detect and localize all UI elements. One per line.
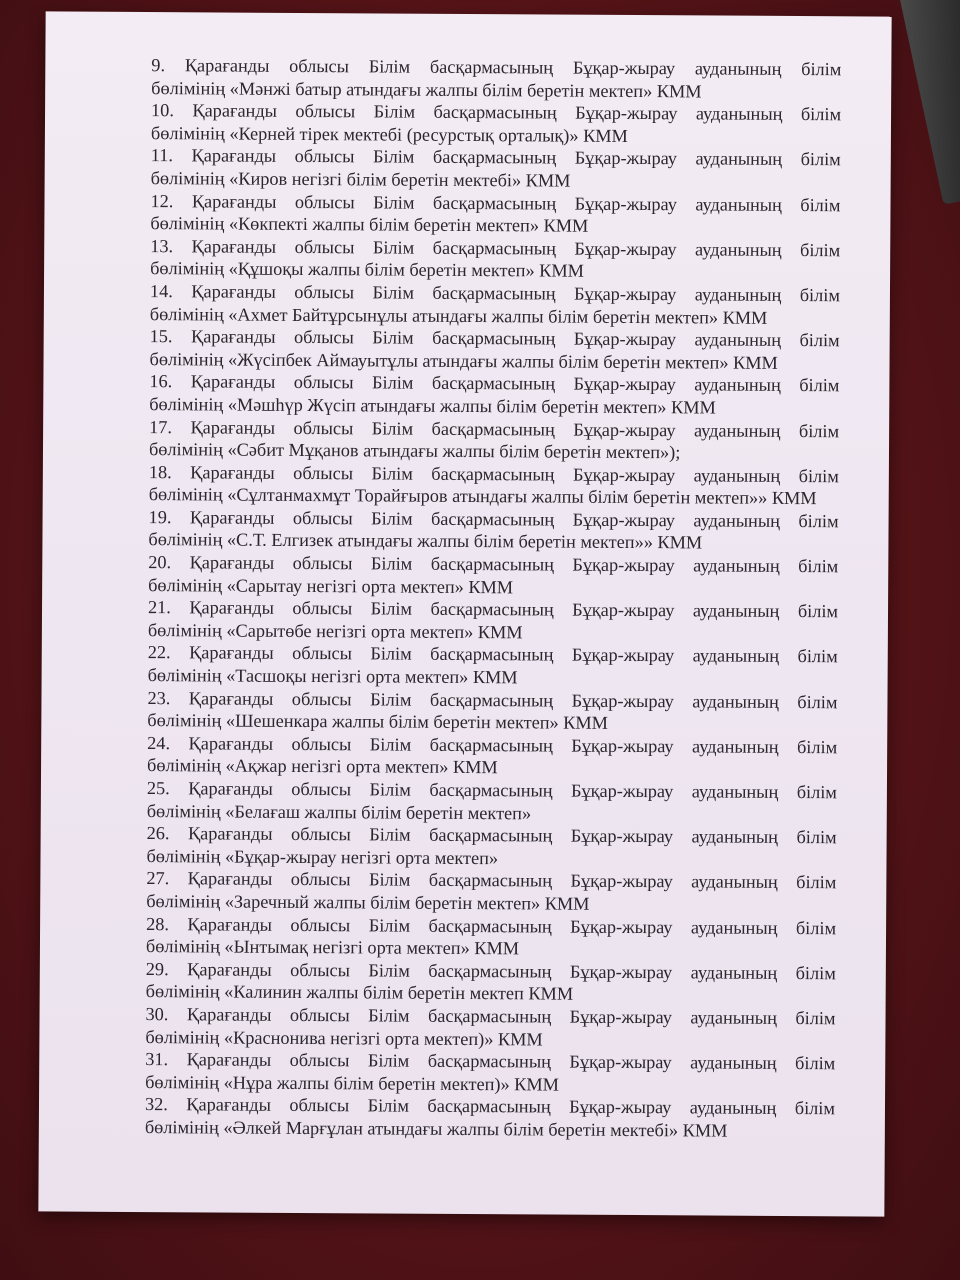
list-item-line2: бөлімінің «Мәшһүр Жүсіп атындағы жалпы білім беретін мектеп» КММ: [149, 393, 716, 418]
list-item-line1: Қарағанды облысы Білім басқармасының Бұқар-жырау ауданының білім: [187, 959, 836, 984]
list-item: [149, 325, 839, 374]
list-item-line2: бөлімінің «Тасшоқы негізгі орта мектеп» КММ: [147, 665, 518, 688]
list-item-line2: бөлімінің «Әлкей Марғұлан атындағы жалпы білім беретін мектебі» КММ: [144, 1116, 728, 1141]
list-item-number: 27.: [146, 868, 170, 889]
list-item-number: 20.: [148, 552, 172, 573]
list-item-number: 23.: [147, 687, 171, 708]
list-item-number: 9.: [151, 55, 166, 76]
list-item-line2: бөлімінің «Көкпекті жалпы білім беретін мектеп» КММ: [150, 213, 589, 236]
list-item: [147, 732, 837, 781]
list-item: [145, 1048, 835, 1097]
list-item-number: 15.: [149, 326, 173, 347]
list-item: [148, 551, 838, 600]
school-list: [145, 54, 842, 1143]
list-item-number: 31.: [145, 1049, 169, 1070]
list-item-line1: Қарағанды облысы Білім басқармасының Бұқар-жырау ауданының білім: [188, 778, 837, 803]
list-item: [150, 235, 840, 284]
list-item: [151, 99, 841, 148]
list-item-line2: бөлімінің «Ынтымақ негізгі орта мектеп» КММ: [145, 936, 520, 959]
list-item-line1: Қарағанды облысы Білім басқармасының Бұқар-жырау ауданының білім: [192, 100, 842, 125]
list-item-line2: бөлімінің «Шешенкара жалпы білім беретін мектеп» КММ: [147, 710, 608, 734]
list-item: [148, 596, 838, 645]
list-item-line1: Қарағанды облысы Білім басқармасының Бұқар-жырау ауданының білім: [186, 1049, 836, 1074]
list-item-line2: бөлімінің «Калинин жалпы білім беретін мектеп КММ: [145, 981, 574, 1005]
list-item: [148, 642, 838, 691]
list-item-number: 11.: [150, 145, 174, 166]
list-item-number: 32.: [144, 1094, 168, 1115]
list-item: [145, 1093, 835, 1142]
list-item-line1: Қарағанды облысы Білім басқармасының Бұқар-жырау ауданының білім: [187, 823, 837, 848]
list-item: [149, 370, 839, 419]
list-item: [149, 416, 839, 465]
list-item-line2: бөлімінің «Керней тірек мектебі (ресурстық орталық)» КММ: [150, 122, 628, 146]
list-item-line1: Қарағанды облысы Білім басқармасының Бұқар-жырау ауданының білім: [190, 462, 839, 486]
list-item-line1: Қарағанды облысы Білім басқармасының Бұқар-жырау ауданының білім: [189, 642, 838, 667]
list-item-number: 16.: [149, 371, 173, 392]
list-item-number: 10.: [151, 100, 174, 121]
list-item-line1: Қарағанды облысы Білім басқармасының Бұқар-жырау ауданының білім: [191, 281, 841, 306]
list-item: [150, 190, 840, 239]
list-item: [146, 867, 836, 916]
list-item-number: 22.: [147, 642, 171, 663]
list-item-line2: бөлімінің «Ақжар негізгі орта мектеп» КММ: [147, 755, 498, 778]
list-item: [151, 144, 841, 193]
list-item-line2: бөлімінің «Краснонива негізгі орта мектеп)» КММ: [145, 1026, 543, 1050]
list-item-line1: Қарағанды облысы Білім басқармасының Бұқар-жырау ауданының білім: [186, 1094, 836, 1119]
list-item-line1: Қарағанды облысы Білім басқармасының Бұқар-жырау ауданының білім: [187, 868, 837, 893]
list-item-line2: бөлімінің «С.Т. Елгизек атындағы жалпы білім беретін мектеп»» КММ: [148, 529, 703, 553]
list-item: [150, 280, 840, 329]
list-item-number: 13.: [150, 235, 174, 256]
list-item: [146, 958, 836, 1007]
list-item-line1: Қарағанды облысы Білім басқармасының Бұқар-жырау ауданының білім: [191, 236, 841, 261]
list-item: [145, 1003, 835, 1052]
list-item: [148, 506, 838, 555]
background-object: [898, 0, 960, 205]
list-item-number: 26.: [146, 823, 170, 844]
list-item: [147, 777, 837, 826]
list-item-line1: Қарағанды облысы Білім басқармасының Бұқар-жырау ауданының білім: [186, 1004, 836, 1029]
list-item: [146, 822, 836, 871]
list-item-line1: Қарағанды облысы Білім басқармасының Бұқар-жырау ауданының білім: [190, 371, 840, 396]
list-item-line2: бөлімінің «Нұра жалпы білім беретін мектеп)» КММ: [145, 1071, 559, 1095]
list-item-number: 30.: [145, 1003, 169, 1025]
list-item-number: 17.: [149, 416, 173, 437]
list-item-number: 21.: [147, 597, 171, 618]
list-item-line2: бөлімінің «Жүсіпбек Аймауытұлы атындағы жалпы білім беретін мектеп» КММ: [149, 348, 778, 373]
list-item-line1: Қарағанды облысы Білім басқармасының Бұқар-жырау ауданының білім: [184, 55, 842, 80]
list-item-line2: бөлімінің «Белағаш жалпы білім беретін мектеп»: [146, 800, 532, 824]
list-item-number: 14.: [149, 281, 173, 302]
list-item-number: 18.: [148, 461, 172, 482]
paper-sheet: [38, 11, 891, 1216]
list-item-line1: Қарағанды облысы Білім басқармасының Бұқар-жырау ауданының білім: [189, 597, 839, 622]
list-item-number: 19.: [148, 506, 172, 528]
list-item-line2: бөлімінің «Құшоқы жалпы білім беретін мектеп» КММ: [150, 258, 584, 282]
list-item-line1: Қарағанды облысы Білім басқармасының Бұқар-жырау ауданының білім: [188, 733, 838, 758]
list-item-line1: Қарағанды облысы Білім басқармасының Бұқар-жырау ауданының білім: [190, 326, 840, 351]
list-item-line1: Қарағанды облысы Білім басқармасының Бұқар-жырау ауданының білім: [187, 913, 837, 938]
list-item-line1: Қарағанды облысы Білім басқармасының Бұқар-жырау ауданының білім: [189, 552, 839, 577]
list-item-line1: Қарағанды облысы Білім басқармасының Бұқар-жырау ауданының білім: [190, 416, 840, 441]
list-item-line1: Қарағанды облысы Білім басқармасының Бұқар-жырау ауданының білім: [188, 687, 838, 712]
list-item-number: 29.: [145, 958, 169, 979]
list-item: [147, 687, 837, 736]
list-item: [151, 54, 841, 103]
list-item-number: 24.: [147, 732, 171, 754]
list-item-line1: Қарағанды облысы Білім басқармасының Бұқар-жырау ауданының білім: [191, 190, 841, 215]
list-item-line2: бөлімінің «Киров негізгі білім беретін мектебі» КММ: [150, 168, 571, 191]
list-item-line2: бөлімінің «Заречный жалпы білім беретін мектеп» КММ: [146, 891, 590, 914]
list-item-number: 25.: [146, 778, 170, 799]
list-item-line2: бөлімінің «Ахмет Байтұрсынұлы атындағы жалпы білім беретін мектеп» КММ: [149, 303, 768, 328]
list-item-line2: бөлімінің «Мәнжі батыр атындағы жалпы білім беретін мектеп» КММ: [151, 77, 702, 102]
list-item-line2: бөлімінің «Бұқар-жырау негізгі орта мектеп»: [146, 845, 499, 868]
list-item-line1: Қарағанды облысы Білім басқармасының Бұқар-жырау ауданының білім: [189, 507, 839, 532]
list-item: [146, 913, 836, 962]
list-item-line2: бөлімінің «Сарытау негізгі орта мектеп» КММ: [148, 574, 514, 597]
list-item-line2: бөлімінің «Сарытөбе негізгі орта мектеп» КММ: [147, 619, 523, 643]
list-item-number: 28.: [146, 913, 170, 934]
list-item-line2: бөлімінің «Сұлтанмахмұт Торайғыров атындағы жалпы білім беретін мектеп»» КММ: [148, 484, 817, 509]
list-item-line1: Қарағанды облысы Білім басқармасының Бұқар-жырау ауданының білім: [191, 145, 841, 170]
list-item-number: 12.: [150, 190, 174, 211]
list-item: [149, 461, 839, 510]
list-item-line2: бөлімінің «Сәбит Мұқанов атындағы жалпы білім беретін мектеп»);: [148, 439, 681, 463]
